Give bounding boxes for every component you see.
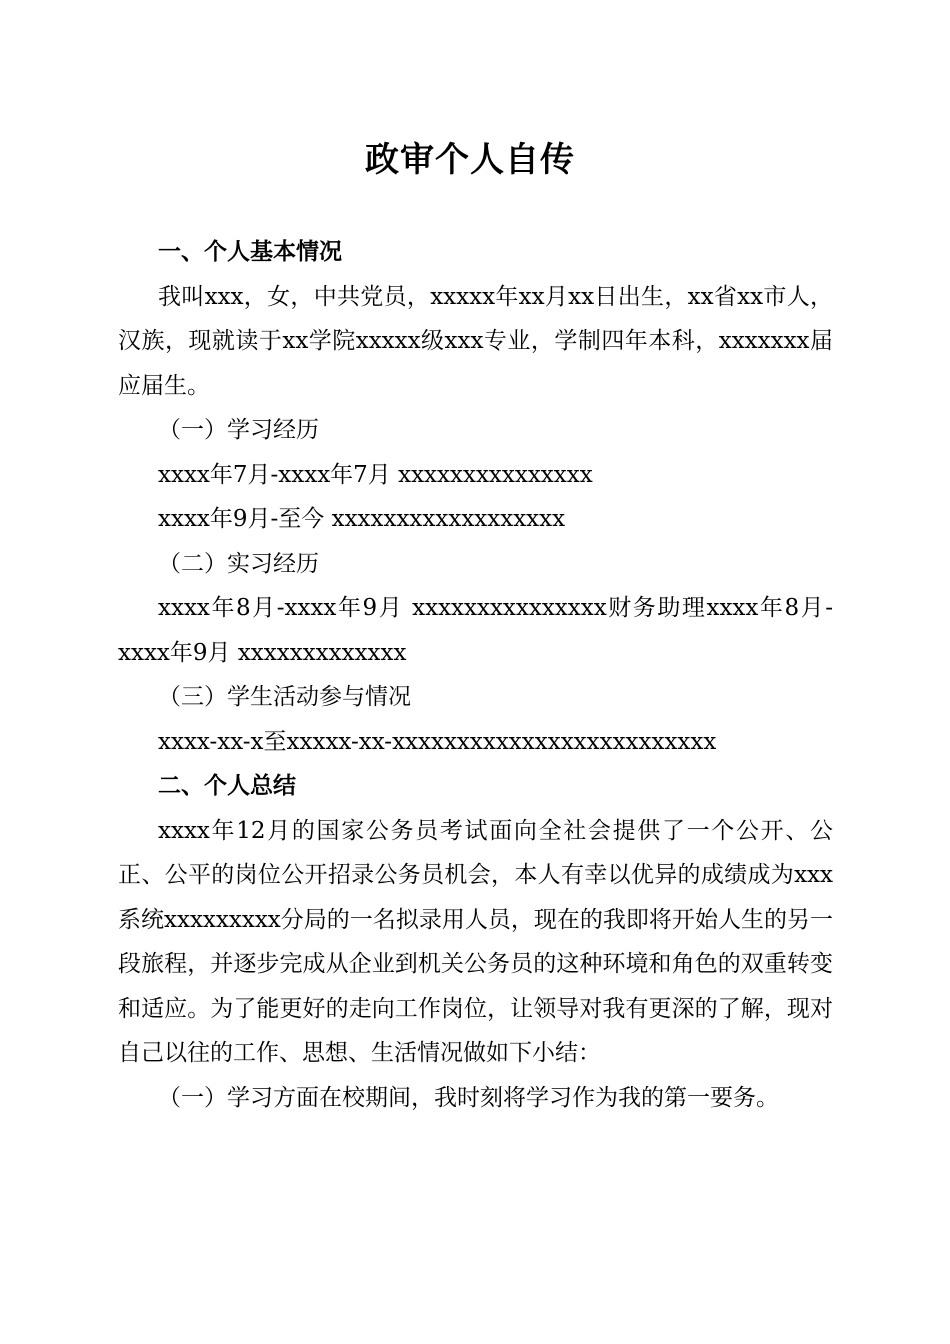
subheading-student-activities: （三）学生活动参与情况: [158, 684, 411, 710]
subheading-study-history: （一）学习经历: [158, 417, 319, 443]
summary-paragraph: xxxx年12月的国家公务员考试面向全社会提供了一个公开、公正、公平的岗位公开招录公务员机会，本人有幸以优异的成绩成为xxx系统xxxxxxxxx分局的一名拟录用人员，现在的我即将开始人生的另一段旅程，并逐步完成从企业到机关公务员的这种环境和角色的双重转变和适应。为了能更好的走向工作岗位，让领导对我有更深的了解，现对自己以往的工作、思想、生活情况做如下小结：: [118, 817, 833, 1066]
basic-info-paragraph: 我叫xxx，女，中共党员，xxxxx年xx月xx日出生，xx省xx市人，汉族，现就读于xx学院xxxxx级xxx专业，学制四年本科，xxxxxxx届应届生。: [118, 283, 833, 399]
section-heading-summary: 二、个人总结: [158, 772, 296, 799]
document-body: [118, 230, 833, 1120]
subheading-internship: （二）实习经历: [158, 550, 319, 577]
document-title: 政审个人自传: [365, 140, 575, 180]
internship-paragraph: xxxx年8月-xxxx年9月 xxxxxxxxxxxxxxx财务助理xxxx年8月-xxxx年9月 xxxxxxxxxxxxx: [118, 595, 833, 666]
section-heading-basic-info: 一、个人基本情况: [158, 238, 342, 265]
student-activities-line: xxxx-xx-x至xxxxx-xx-xxxxxxxxxxxxxxxxxxxxxxxxx: [158, 728, 717, 755]
subheading-study-aspect: （一）学习方面在校期间，我时刻将学习作为我的第一要务。: [158, 1084, 779, 1111]
study-history-line-2: xxxx年9月-至今 xxxxxxxxxxxxxxxxxx: [158, 506, 566, 532]
study-history-line-1: xxxx年7月-xxxx年7月 xxxxxxxxxxxxxxx: [158, 461, 593, 488]
